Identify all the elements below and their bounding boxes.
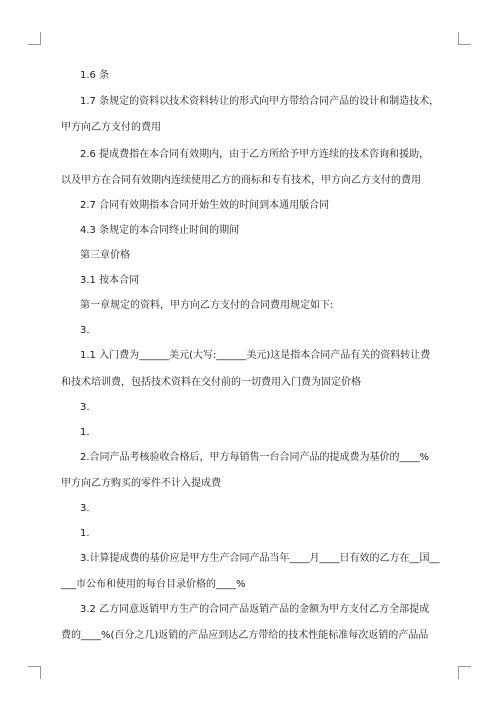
paragraph-line: 1.1 入门费为______美元(大写:______美元)这是指本合同产品有关的资料转让费 (80, 350, 431, 361)
paragraph-line: 1. (80, 528, 90, 539)
paragraph-line: 4.3 条规定的本合同终止时间的期间 (80, 225, 240, 236)
paragraph-line: ___市公布和使用的每台目录价格的____% (61, 579, 246, 590)
paragraph-line: 3. (80, 402, 90, 413)
paragraph-line: 和技术培训费，包括技术资料在交付前的一切费用入门费为固定价格 (61, 377, 361, 388)
paragraph-line: 3.计算提成费的基价应是甲方生产合同产品当年____月____日有效的乙方在__国__ (80, 553, 440, 564)
paragraph-line: 费的____%(百分之几)返销的产品应到达乙方带给的技术性能标准每次返销的产品品 (61, 630, 429, 641)
paragraph-line: 3. (80, 325, 90, 336)
paragraph-line: 1.7 条规定的资料以技术资料转让的形式向甲方带给合同产品的设计和制造技术， (80, 96, 440, 107)
paragraph-line: 1. (80, 427, 90, 438)
paragraph-line: 2.合同产品考核验收合格后，甲方每销售一台合同产品的提成费为基价的____% (80, 452, 430, 463)
paragraph-line: 3.2 乙方同意返销甲方生产的合同产品返销产品的金额为甲方支付乙方全部提成 (80, 604, 430, 615)
paragraph-line: 3. (80, 503, 90, 514)
paragraph-line: 1.6 条 (80, 70, 110, 81)
paragraph-line: 2.7 合同有效期指本合同开始生效的时间到本通用版合同 (80, 200, 330, 211)
chapter-heading: 第三章价格 (80, 250, 130, 261)
paragraph-line: 3.1 按本合同 (80, 275, 140, 286)
paragraph-line: 以及甲方在合同有效期内连续使用乙方的商标和专有技术，甲方向乙方支付的费用 (61, 175, 421, 186)
paragraph-line: 甲方向乙方购买的零件不计入提成费 (61, 478, 221, 489)
paragraph-line: 甲方向乙方支付的费用 (61, 122, 161, 133)
paragraph-line: 2.6 提成费指在本合同有效期内，由于乙方所给予甲方连续的技术咨询和援助， (80, 149, 430, 160)
paragraph-line: 第一章规定的资料，甲方向乙方支付的合同费用规定如下: (80, 300, 334, 311)
